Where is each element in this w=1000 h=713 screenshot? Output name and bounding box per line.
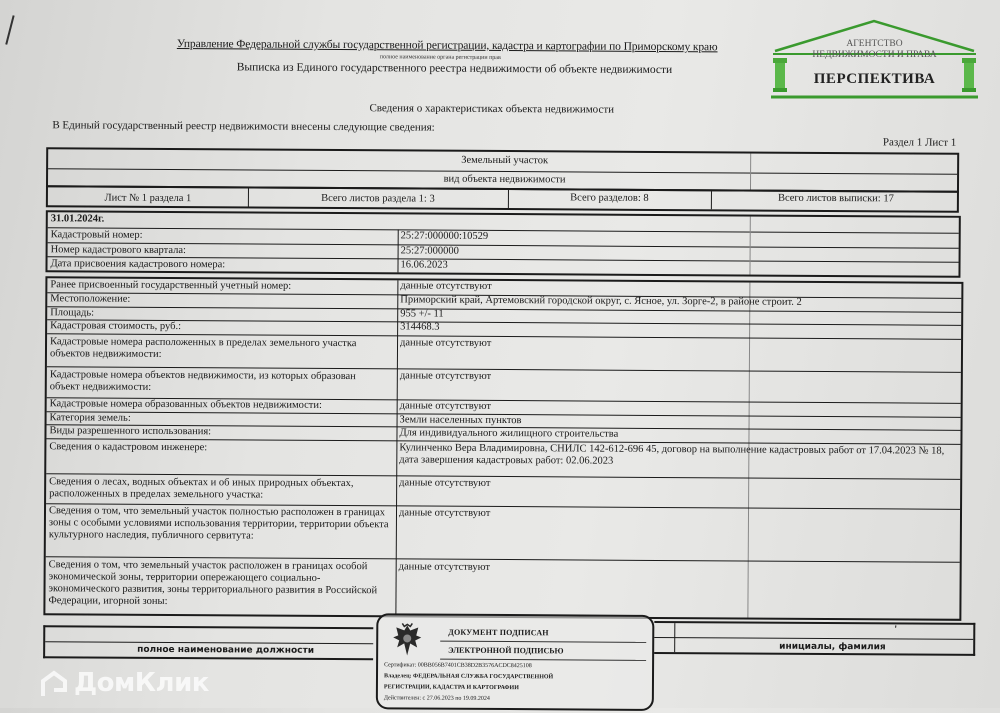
sheet-number: Лист № 1 раздела 1 xyxy=(104,192,192,205)
property-label: Сведения о лесах, водных объектах и об иных природных объектах, расположенных в пределах земельного участка: xyxy=(49,476,354,501)
agency-name: Управление Федеральной службы государственной регистрации, кадастра и картографии по Приморскому краю xyxy=(176,38,718,54)
object-type: Земельный участок xyxy=(461,154,549,167)
name-caption: инициалы, фамилия xyxy=(779,641,886,653)
domclick-logo-icon xyxy=(40,670,68,698)
logo-brand: ПЕРСПЕКТИВА xyxy=(813,71,936,87)
property-label: Местоположение: xyxy=(50,293,131,305)
property-value: данные отсутствуют xyxy=(398,507,491,519)
stamp-certificate: Сертификат: 00BB056B7401CB38D2B3576ACDC8425108 xyxy=(384,662,532,670)
stamp-title: ДОКУМЕНТ ПОДПИСАН xyxy=(448,627,549,638)
property-label: Категория земель: xyxy=(49,412,131,424)
position-caption: полное наименование должности xyxy=(137,644,315,656)
property-label: Сведения о том, что земельный участок полностью расположен в границах зоны с особыми условиями использования территории, территории объекта культурного наследия, публичного сервитута: xyxy=(48,505,389,542)
sections-count: Всего разделов: 8 xyxy=(570,192,649,204)
property-label: Площадь: xyxy=(50,307,95,319)
property-label: Кадастровые номера расположенных в пределах земельного участка объектов недвижимости: xyxy=(49,336,357,360)
logo-line2: НЕДВИЖИМОСТИ И ПРАВА xyxy=(812,50,937,60)
sheet-info-box xyxy=(46,185,959,213)
total-sheets-count: Всего листов выписки: 17 xyxy=(777,192,894,205)
id-label: Номер кадастрового квартала: xyxy=(50,244,186,257)
property-value: данные отсутствуют xyxy=(398,561,491,573)
cadastral-number[interactable]: 25:27:000000:10529 xyxy=(400,230,489,242)
cadastral-value: 314468.3 xyxy=(400,321,440,333)
stamp-subtitle: ЭЛЕКТРОННОЙ ПОДПИСЬЮ xyxy=(448,645,564,656)
stamp-owner: Владелец: ФЕДЕРАЛЬНАЯ СЛУЖБА ГОСУДАРСТВЕННОЙ xyxy=(383,673,554,681)
signature-mark: ' xyxy=(894,624,898,636)
section-sheets-count: Всего листов раздела 1: 3 xyxy=(321,192,435,205)
object-type-caption: вид объекта недвижимости xyxy=(443,173,566,186)
property-label: Сведения о кадастровом инженере: xyxy=(49,441,208,454)
cadastral-engineer: Кулинченко Вера Владимировна, СНИЛС 142-612-696 45, договор на выполнение кадастровых работ от 17.04.2023 № 18, дата завершения кадастровых работ: 02.06.2023 xyxy=(399,442,945,467)
id-label: Дата присвоения кадастрового номера: xyxy=(50,258,226,271)
pen-mark xyxy=(5,15,14,45)
stamp-validity: Действителен: с 27.06.2023 по 19.09.2024 xyxy=(383,695,490,702)
document-title: Выписка из Единого государственного реестра недвижимости об объекте недвижимости xyxy=(236,61,673,77)
permitted-use: Для индивидуального жилищного строительства xyxy=(399,427,619,440)
cadastral-date: 16.06.2023 xyxy=(400,259,448,271)
property-label: Виды разрешенного использования: xyxy=(49,425,212,438)
agency-caption: полное наименование органа регистрации прав xyxy=(379,54,501,61)
extract-date: 31.01.2024г. xyxy=(50,213,105,225)
cadastral-quarter: 25:27:000000 xyxy=(400,245,459,257)
location-value: Приморский край, Артемовский городской округ, с. Ясное, ул. Зорге-2, в районе строит. 2 xyxy=(400,294,802,308)
properties-table xyxy=(43,276,963,621)
logo-line1: АГЕНТСТВО xyxy=(846,39,903,49)
area-value: 955 +/- 11 xyxy=(400,308,444,320)
id-label: Кадастровый номер: xyxy=(50,229,143,241)
intro-text: В Единый государственный реестр недвижимости внесены следующие сведения: xyxy=(52,119,435,134)
property-label: Ранее присвоенный государственный учетный номер: xyxy=(50,279,292,292)
property-value: данные отсутствуют xyxy=(399,370,492,382)
identifiers-box xyxy=(45,210,960,278)
e-signature-stamp xyxy=(376,613,655,711)
property-value: данные отсутствуют xyxy=(400,280,492,292)
name-box xyxy=(654,621,975,656)
property-value: данные отсутствуют xyxy=(399,477,491,489)
agency-logo xyxy=(767,18,982,100)
logo-tagline xyxy=(767,39,982,61)
section-sheet-label: Раздел 1 Лист 1 xyxy=(882,136,957,149)
property-label: Сведения о том, что земельный участок расположен в границах особой экономической зоны, территории опережающего социально-экономического развития, зоны территориального развития в Российской Федерации, игорной зоны: xyxy=(48,559,378,607)
property-value: данные отсутствуют xyxy=(400,337,492,349)
property-label: Кадастровые номера образованных объектов недвижимости: xyxy=(49,398,322,411)
land-category: Земли населенных пунктов xyxy=(399,414,522,427)
watermark: ДомКлик xyxy=(74,668,209,698)
section-title: Сведения о характеристиках объекта недвижимости xyxy=(369,102,615,116)
property-label: Кадастровая стоимость, руб.: xyxy=(50,320,182,333)
position-box xyxy=(43,625,373,660)
property-value: данные отсутствуют xyxy=(399,400,491,412)
coat-of-arms-icon xyxy=(390,621,424,661)
property-label: Кадастровые номера объектов недвижимости, из которых образован объект недвижимости: xyxy=(49,369,356,393)
stamp-owner-cont: РЕГИСТРАЦИИ, КАДАСТРА И КАРТОГРАФИИ xyxy=(383,684,519,692)
